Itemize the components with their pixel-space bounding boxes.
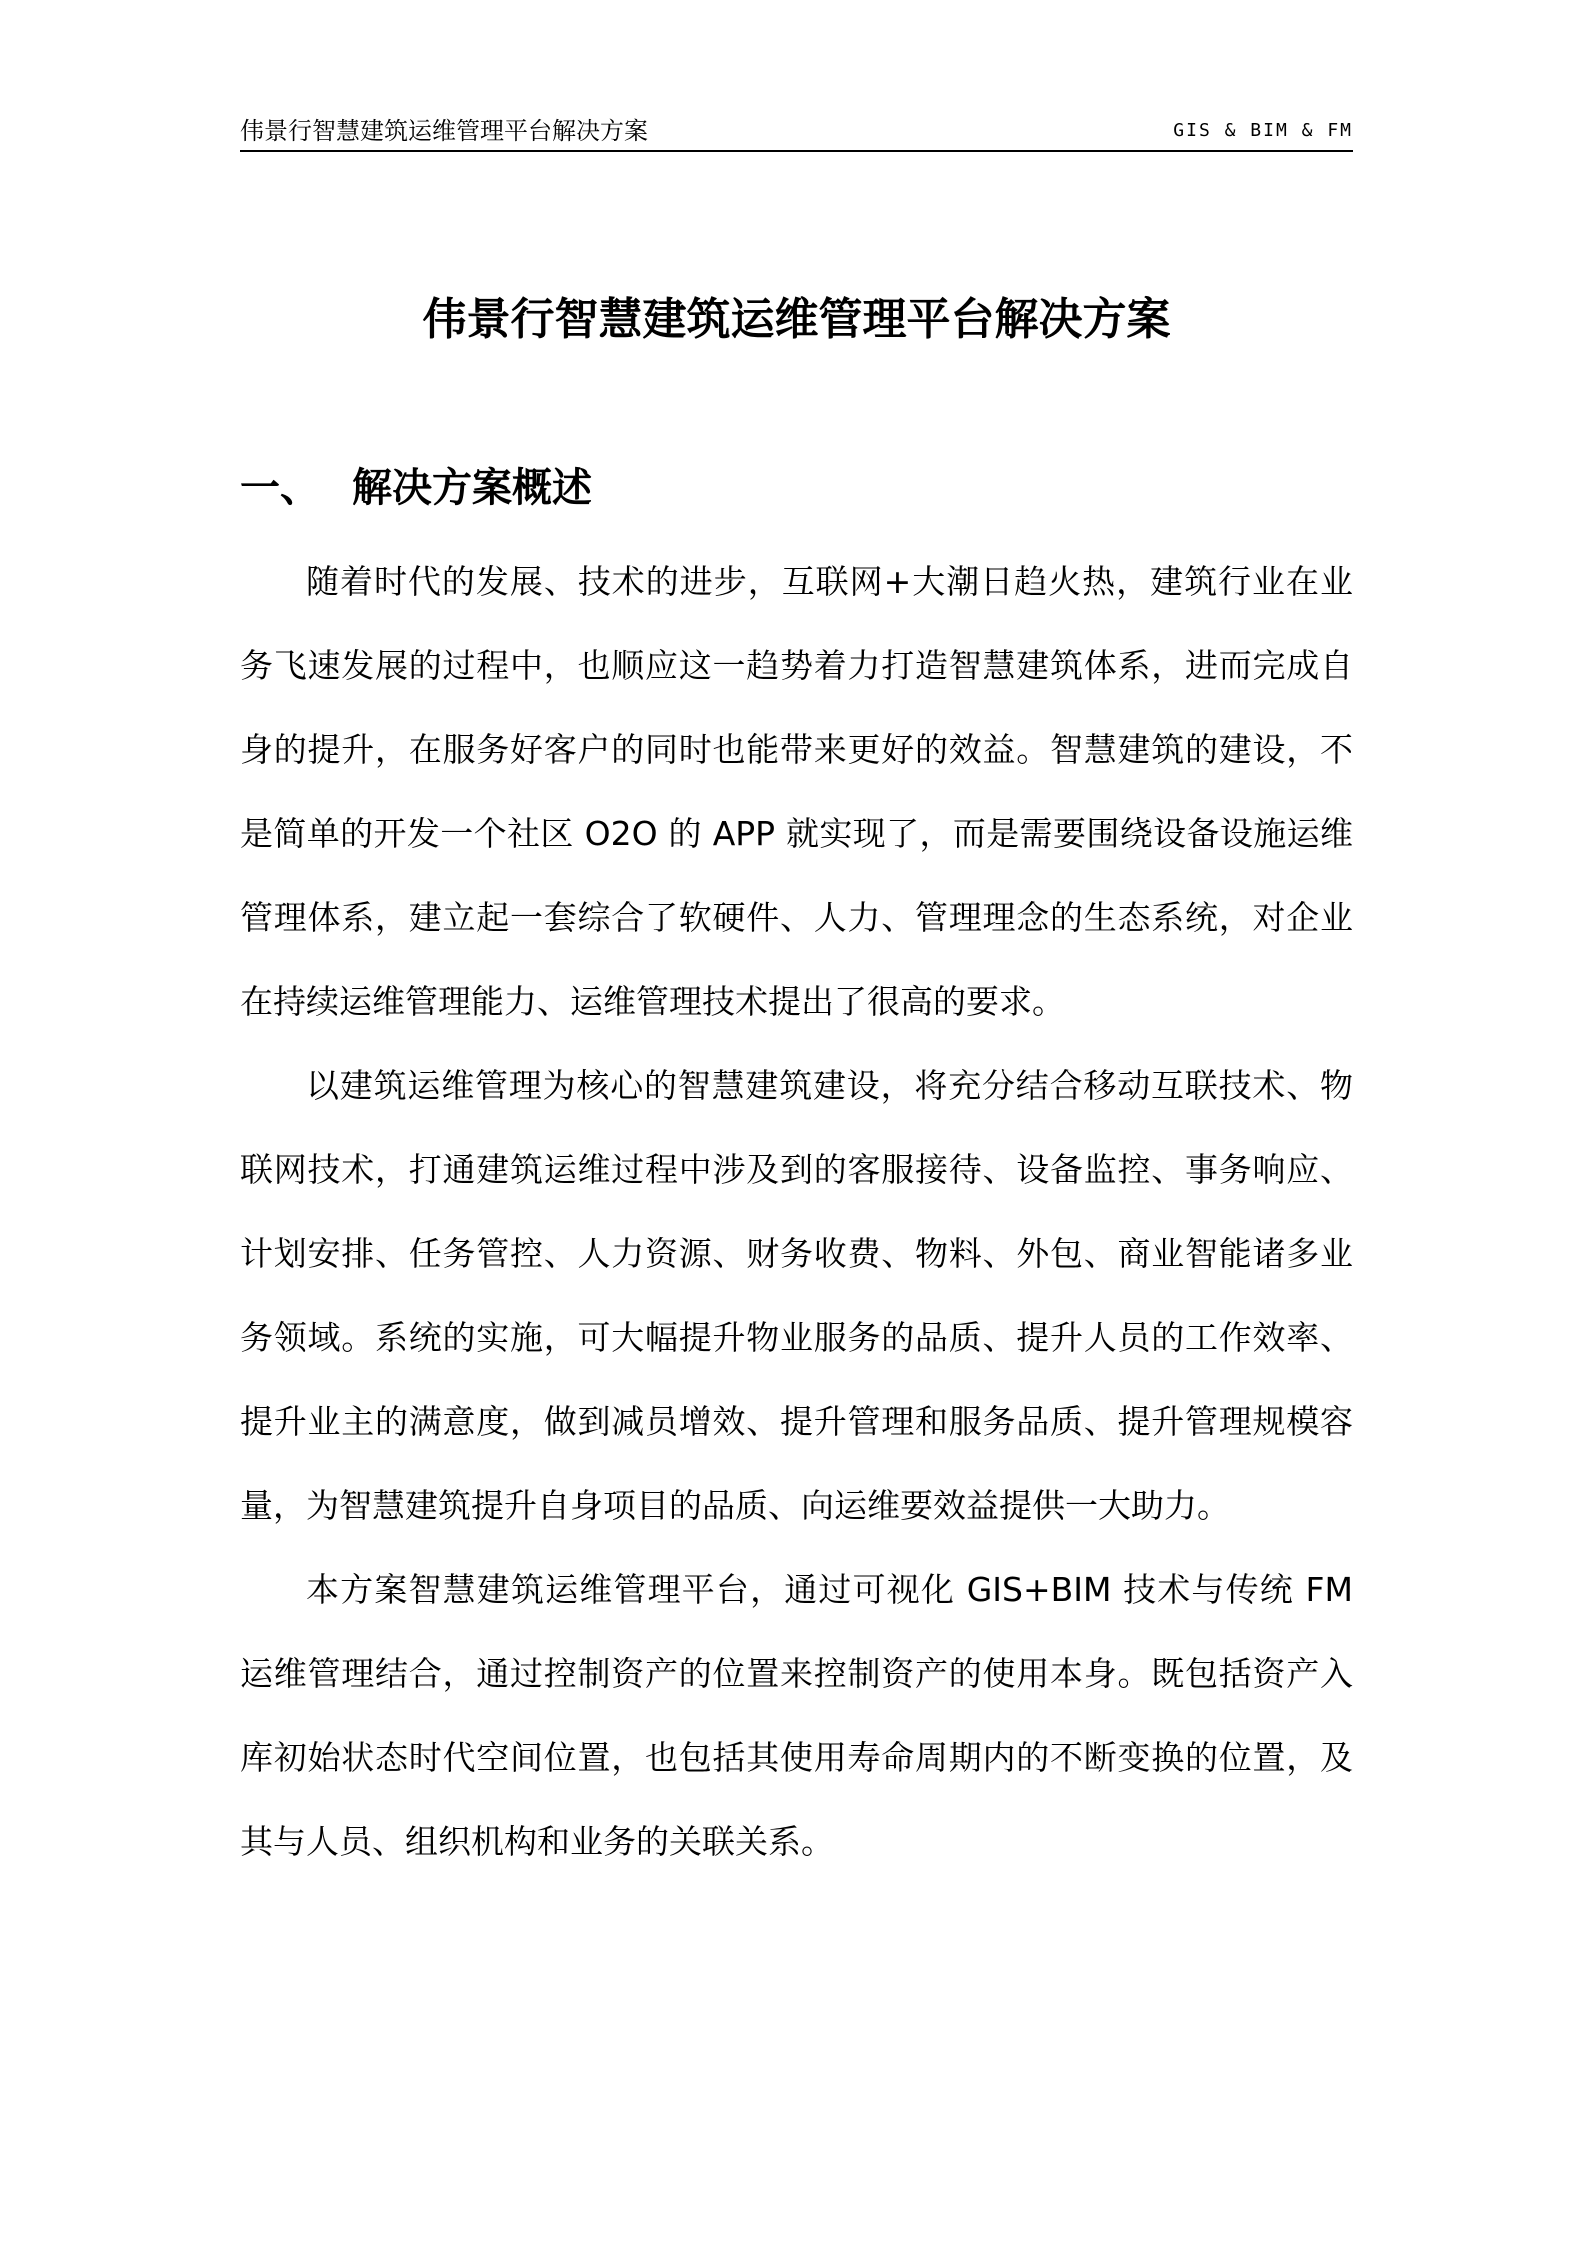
section-title: 解决方案概述	[352, 465, 592, 511]
paragraph: 以建筑运维管理为核心的智慧建筑建设，将充分结合移动互联技术、物联网技术，打通建筑运维过程中涉及到的客服接待、设备监控、事务响应、计划安排、任务管控、人力资源、财务收费、物料、外包、商业智能诸多业务领域。系统的实施，可大幅提升物业服务的品质、提升人员的工作效率、提升业主的满意度，做到减员增效、提升管理和服务品质、提升管理规模容量，为智慧建筑提升自身项目的品质、向运维要效益提供一大助力。	[240, 1066, 1353, 1525]
paragraph: 随着时代的发展、技术的进步，互联网+大潮日趋火热，建筑行业在业务飞速发展的过程中，也顺应这一趋势着力打造智慧建筑体系，进而完成自身的提升，在服务好客户的同时也能带来更好的效益。智慧建筑的建设，不是简单的开发一个社区 O2O 的 APP 就实现了，而是需要围绕设备设施运维管理体系，建立起一套综合了软硬件、人力、管理理念的生态系统，对企业在持续运维管理能力、运维管理技术提出了很高的要求。	[240, 562, 1353, 1021]
page-header	[240, 112, 1353, 152]
section-number: 一、	[240, 465, 320, 511]
section-body	[240, 540, 1353, 1884]
paragraph: 本方案智慧建筑运维管理平台，通过可视化 GIS+BIM 技术与传统 FM 运维管理结合，通过控制资产的位置来控制资产的使用本身。既包括资产入库初始状态时代空间位置，也包括其使用寿命周期内的不断变换的位置，及其与人员、组织机构和业务的关联关系。	[240, 1570, 1353, 1861]
section-heading	[240, 460, 592, 516]
header-tagline: GIS & BIM & FM	[1173, 120, 1353, 141]
header-document-title: 伟景行智慧建筑运维管理平台解决方案	[240, 117, 648, 145]
document-title: 伟景行智慧建筑运维管理平台解决方案	[422, 294, 1171, 345]
